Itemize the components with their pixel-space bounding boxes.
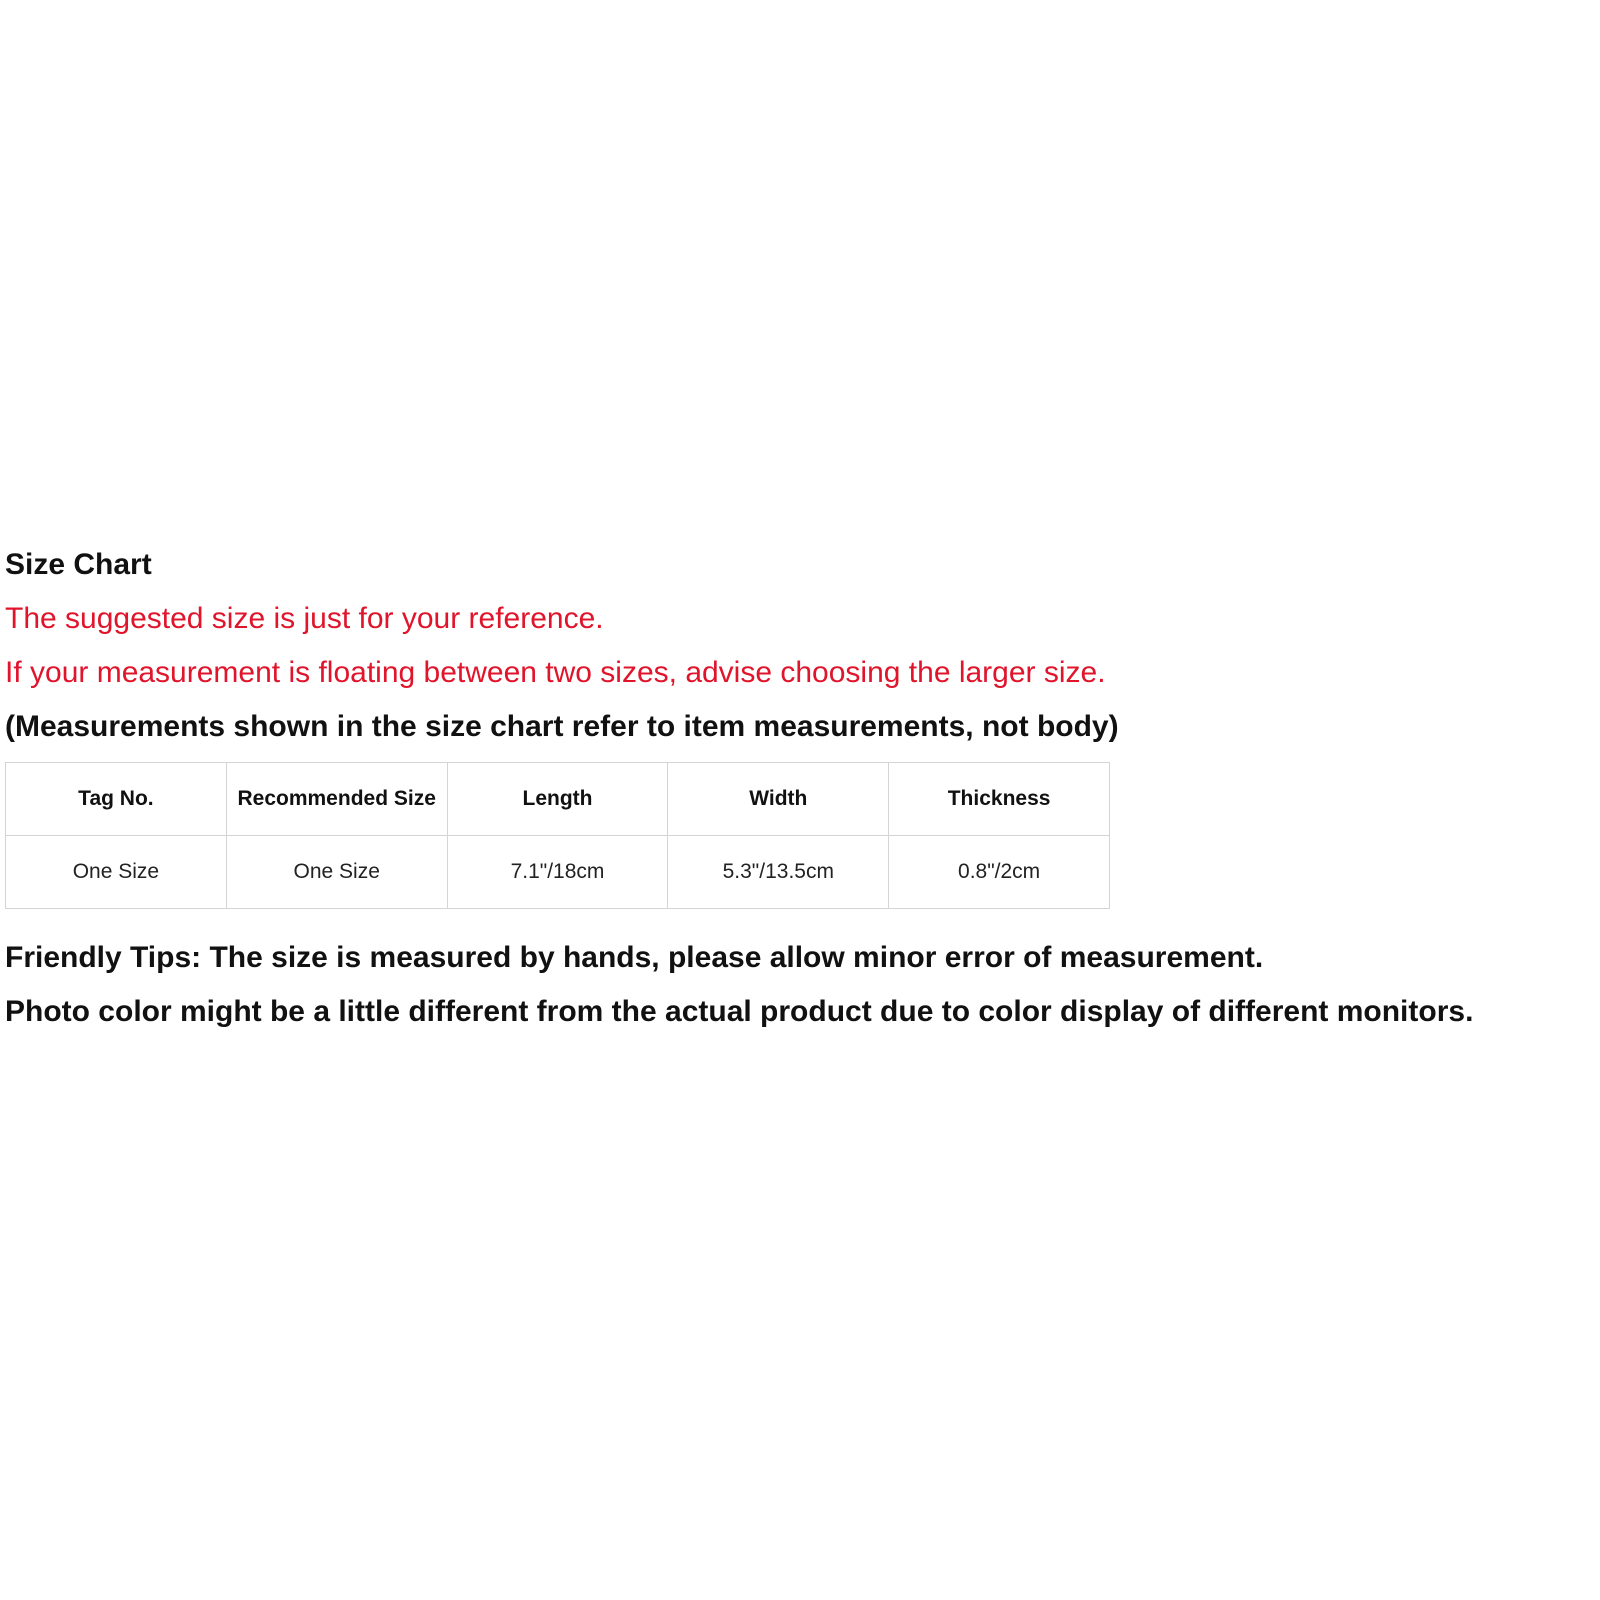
cell-width: 5.3"/13.5cm (668, 836, 889, 909)
table-row (6, 836, 1110, 909)
cell-recommended-size: One Size (226, 836, 447, 909)
photo-color-tip: Photo color might be a little different from the actual product due to color display of different monitors. (5, 995, 1474, 1028)
measurement-note: (Measurements shown in the size chart refer to item measurements, not body) (5, 710, 1119, 743)
reference-note: The suggested size is just for your reference. (5, 602, 604, 635)
size-table (5, 762, 1110, 909)
cell-thickness: 0.8"/2cm (889, 836, 1110, 909)
cell-length: 7.1"/18cm (447, 836, 668, 909)
header-recommended-size: Recommended Size (226, 763, 447, 836)
header-thickness: Thickness (889, 763, 1110, 836)
table-header-row (6, 763, 1110, 836)
tips-section (5, 941, 1595, 1029)
size-chart-section (5, 548, 1595, 1049)
size-table-wrapper (5, 762, 1595, 909)
cell-tag-no: One Size (6, 836, 227, 909)
floating-size-note: If your measurement is floating between two sizes, advise choosing the larger size. (5, 656, 1106, 689)
header-tag-no: Tag No. (6, 763, 227, 836)
size-chart-title: Size Chart (5, 548, 152, 581)
header-width: Width (668, 763, 889, 836)
friendly-tips: Friendly Tips: The size is measured by hands, please allow minor error of measurement. (5, 941, 1264, 974)
header-length: Length (447, 763, 668, 836)
